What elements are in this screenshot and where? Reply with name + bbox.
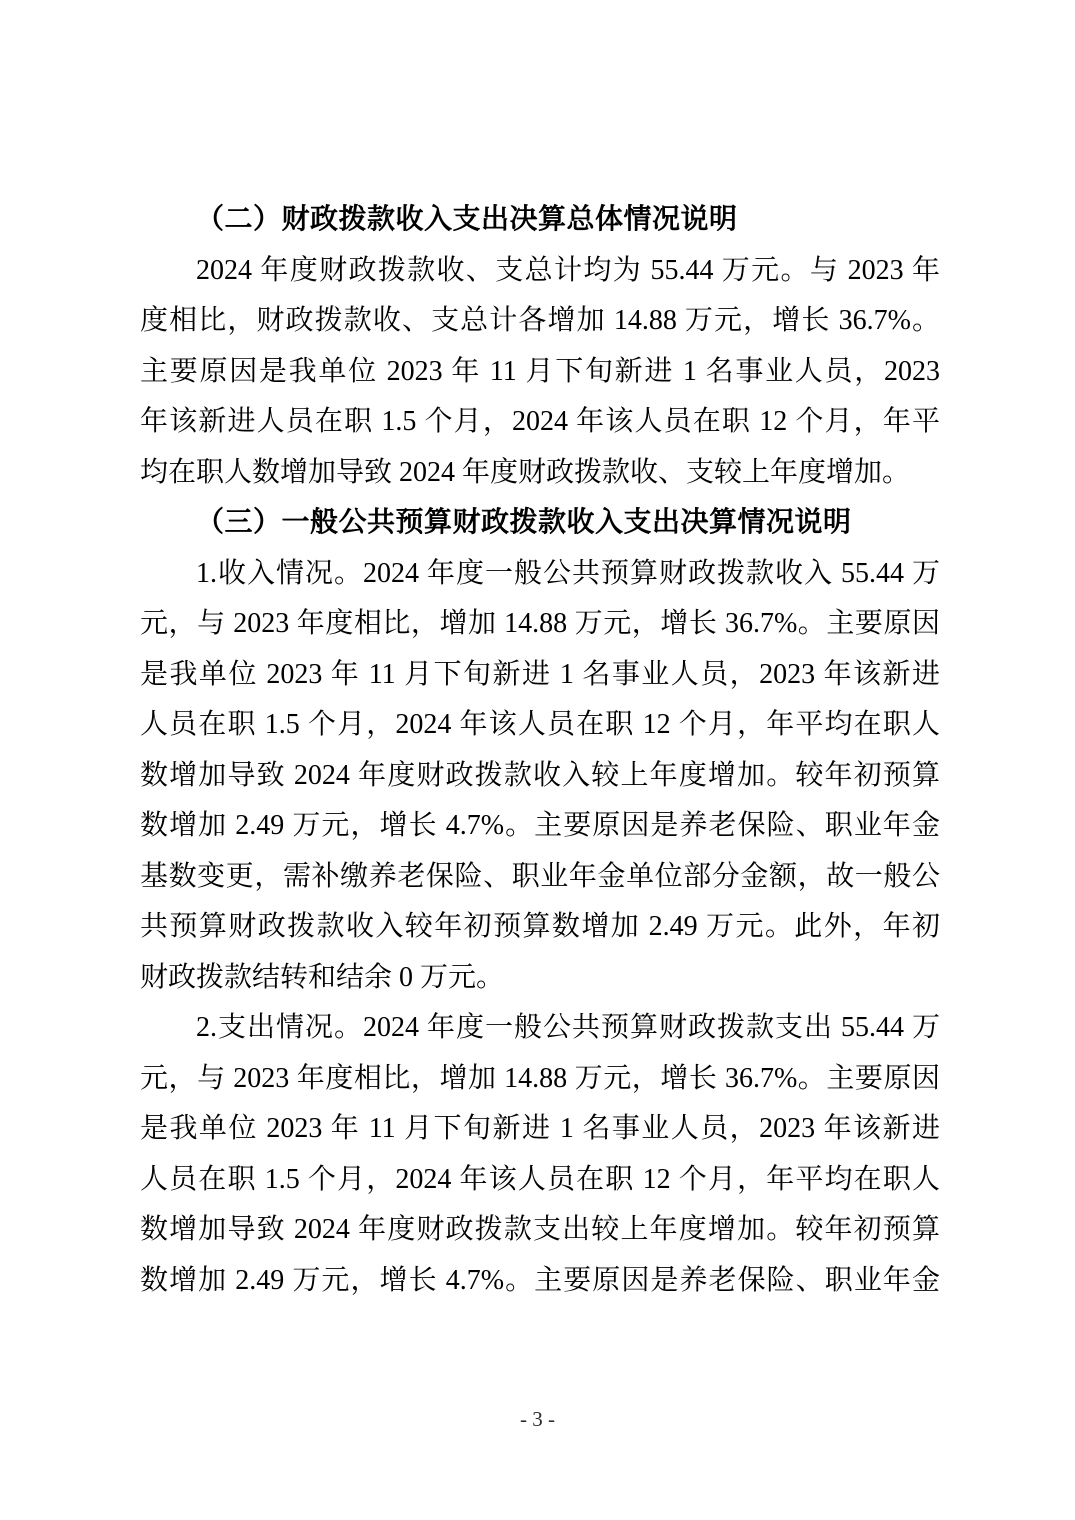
- text-line: 数增加导致 2024 年度财政拨款支出较上年度增加。较年初预算: [140, 1214, 940, 1245]
- text-line: 是我单位 2023 年 11 月下旬新进 1 名事业人员，2023 年该新进: [140, 658, 940, 690]
- heading-line: （二）财政拨款收入支出决算总体情况说明: [196, 204, 738, 235]
- text-line: 基数变更，需补缴养老保险、职业年金单位部分金额，故一般公: [140, 860, 940, 892]
- text-line: 是我单位 2023 年 11 月下旬新进 1 名事业人员，2023 年该新进: [140, 1113, 940, 1144]
- text-line: 均在职人数增加导致 2024 年度财政拨款收、支较上年度增加。: [140, 456, 911, 488]
- text-line: 共预算财政拨款收入较年初预算数增加 2.49 万元。此外，年初: [140, 911, 940, 942]
- paragraph: [140, 246, 940, 499]
- text-line: 财政拨款结转和结余 0 万元。: [140, 961, 505, 993]
- text-line: 人员在职 1.5 个月，2024 年该人员在职 12 个月，年平均在职人: [140, 1163, 940, 1195]
- section-heading: [140, 498, 940, 549]
- text-line: 数增加 2.49 万元，增长 4.7%。主要原因是养老保险、职业年金: [140, 1264, 940, 1296]
- heading-line: （三）一般公共预算财政拨款收入支出决算情况说明: [196, 507, 852, 538]
- text-line: 主要原因是我单位 2023 年 11 月下旬新进 1 名事业人员，2023: [140, 355, 940, 387]
- text-line: 元，与 2023 年度相比，增加 14.88 万元，增长 36.7%。主要原因: [140, 608, 940, 639]
- text-content: [140, 195, 940, 1306]
- text-line: 1.收入情况。2024 年度一般公共预算财政拨款收入 55.44 万: [196, 557, 940, 589]
- section-heading: [140, 195, 940, 246]
- text-line: 度相比，财政拨款收、支总计各增加 14.88 万元，增长 36.7%。: [140, 305, 940, 336]
- text-line: 数增加导致 2024 年度财政拨款收入较上年度增加。较年初预算: [140, 759, 940, 791]
- paragraph: [140, 1003, 940, 1306]
- text-line: 2024 年度财政拨款收、支总计均为 55.44 万元。与 2023 年: [196, 254, 940, 286]
- text-line: 人员在职 1.5 个月，2024 年该人员在职 12 个月，年平均在职人: [140, 709, 940, 740]
- text-line: 元，与 2023 年度相比，增加 14.88 万元，增长 36.7%。主要原因: [140, 1062, 940, 1094]
- text-line: 2.支出情况。2024 年度一般公共预算财政拨款支出 55.44 万: [196, 1012, 940, 1043]
- text-line: 年该新进人员在职 1.5 个月，2024 年该人员在职 12 个月，年平: [140, 406, 940, 437]
- page-number: - 3 -: [520, 1407, 555, 1431]
- text-line: 数增加 2.49 万元，增长 4.7%。主要原因是养老保险、职业年金: [140, 810, 940, 841]
- paragraph: [140, 549, 940, 1004]
